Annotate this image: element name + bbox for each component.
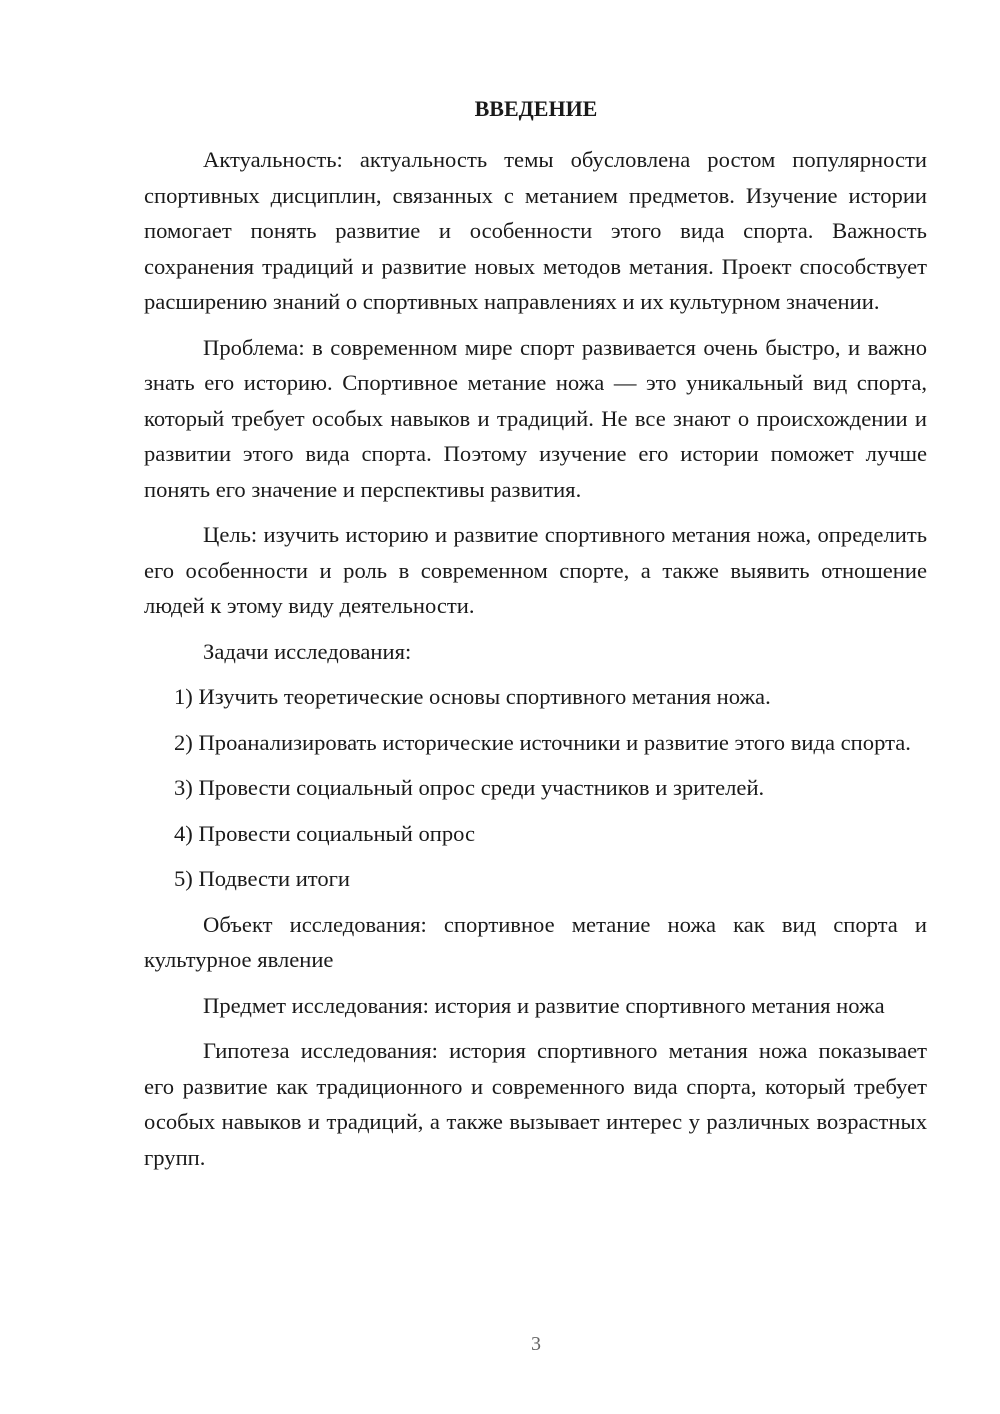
relevance-paragraph: Актуальность: актуальность темы обусловлена ростом популярности спортивных дисциплин, связанных с метанием предметов. Изучение истории помогает понять развитие и особенности этого вида спорта. Важность сохранения традиций и развитие новых методов метания. Проект способствует расширению знаний о спортивных направлениях и их культурном значении. (144, 147, 927, 314)
hypothesis-paragraph: Гипотеза исследования: история спортивного метания ножа показывает его развитие как традиционного и современного вида спорта, который требует особых навыков и традиций, а также вызывает интерес у различных возрастных групп. (144, 1038, 927, 1170)
task-item-5: 5) Подвести итоги (174, 866, 351, 891)
goal-paragraph: Цель: изучить историю и развитие спортивного метания ножа, определить его особенности и роль в современном спорте, а также выявить отношение людей к этому виду деятельности. (144, 522, 927, 618)
document-body (144, 142, 927, 1185)
task-item-1: 1) Изучить теоретические основы спортивного метания ножа. (174, 684, 771, 709)
task-item-4: 4) Провести социальный опрос (174, 820, 476, 846)
task-item-2: 2) Проанализировать исторические источники и развитие этого вида спорта. (174, 729, 911, 755)
subject-paragraph: Предмет исследования: история и развитие спортивного метания ножа (203, 992, 885, 1018)
task-item-3: 3) Провести социальный опрос среди участников и зрителей. (174, 775, 765, 800)
page-number: 3 (531, 1333, 541, 1355)
problem-paragraph: Проблема: в современном мире спорт развивается очень быстро, и важно знать его историю. Спортивное метание ножа — это уникальный вид спорта, который требует особых навыков и традиций. Не все знают о происхождении и развитии этого вида спорта. Поэтому изучение его истории поможет лучше понять его значение и перспективы развития. (144, 334, 927, 502)
page-title: ВВЕДЕНИЕ (474, 96, 598, 121)
object-paragraph: Объект исследования: спортивное метание ножа как вид спорта и культурное явление (144, 911, 927, 972)
tasks-heading: Задачи исследования: (203, 638, 412, 664)
